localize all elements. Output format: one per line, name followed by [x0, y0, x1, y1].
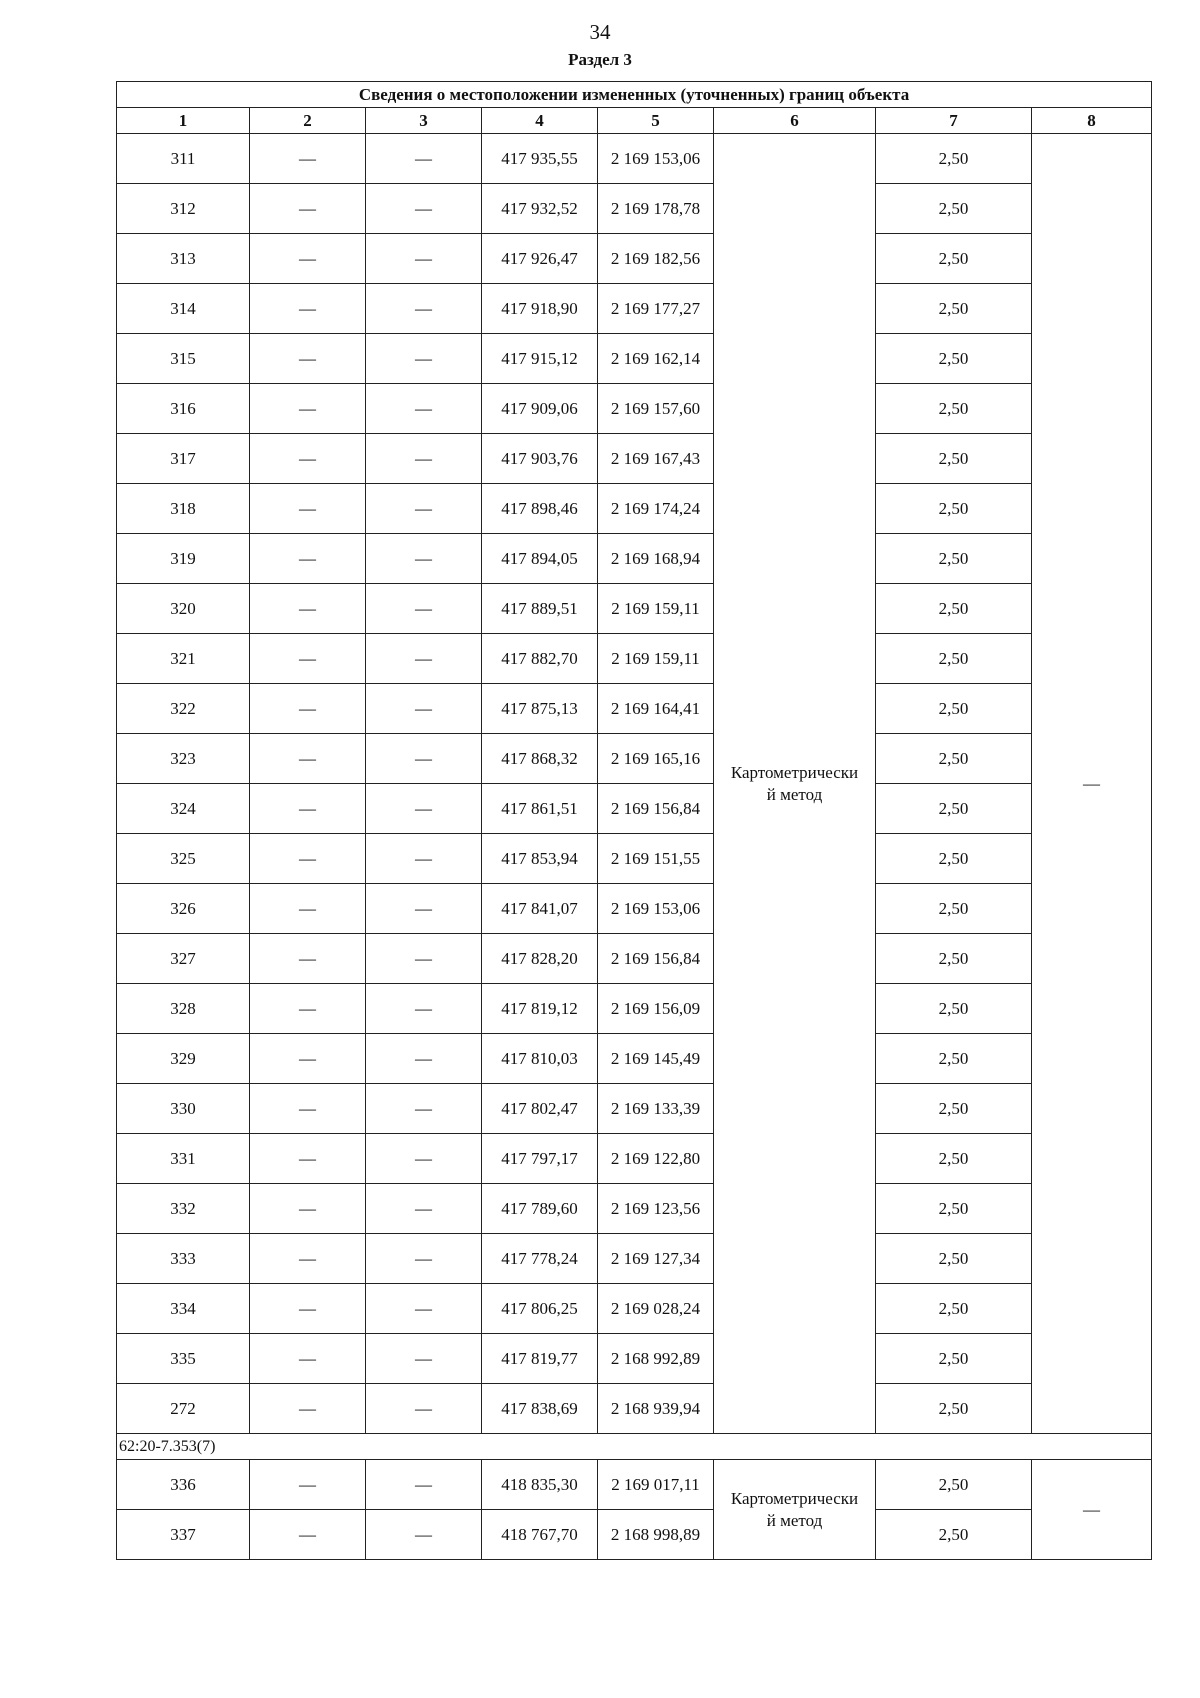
accuracy-cell: 2,50 [876, 334, 1032, 384]
x-coordinate-cell: 417 819,12 [482, 984, 598, 1034]
column-3-cell: — [366, 1384, 482, 1434]
table-row [117, 234, 1152, 284]
group-label: 62:20-7.353(7) [117, 1434, 1152, 1460]
point-number-cell: 311 [117, 134, 250, 184]
column-3-cell: — [366, 334, 482, 384]
column-3-cell: — [366, 884, 482, 934]
x-coordinate-cell: 417 810,03 [482, 1034, 598, 1084]
table-row [117, 434, 1152, 484]
column-number: 4 [482, 108, 598, 134]
table-row [117, 984, 1152, 1034]
table-caption: Сведения о местоположении измененных (уточненных) границ объекта [117, 82, 1152, 108]
column-2-cell: — [250, 584, 366, 634]
table-row [117, 534, 1152, 584]
table-row [117, 1034, 1152, 1084]
y-coordinate-cell: 2 169 168,94 [598, 534, 714, 584]
column-2-cell: — [250, 1334, 366, 1384]
column-2-cell: — [250, 334, 366, 384]
table-row [117, 884, 1152, 934]
column-number: 2 [250, 108, 366, 134]
table-row [117, 634, 1152, 684]
table-row [117, 184, 1152, 234]
x-coordinate-cell: 417 935,55 [482, 134, 598, 184]
x-coordinate-cell: 417 875,13 [482, 684, 598, 734]
y-coordinate-cell: 2 169 153,06 [598, 884, 714, 934]
point-number-cell: 318 [117, 484, 250, 534]
x-coordinate-cell: 417 819,77 [482, 1334, 598, 1384]
table-row [117, 484, 1152, 534]
table-row [117, 934, 1152, 984]
y-coordinate-cell: 2 169 156,09 [598, 984, 714, 1034]
point-number-cell: 322 [117, 684, 250, 734]
section-title: Раздел 3 [568, 50, 632, 69]
y-coordinate-cell: 2 169 157,60 [598, 384, 714, 434]
x-coordinate-cell: 417 926,47 [482, 234, 598, 284]
column-3-cell: — [366, 184, 482, 234]
x-coordinate-cell: 417 797,17 [482, 1134, 598, 1184]
point-number-cell: 330 [117, 1084, 250, 1134]
point-number-cell: 336 [117, 1460, 250, 1510]
x-coordinate-cell: 417 915,12 [482, 334, 598, 384]
column-3-cell: — [366, 684, 482, 734]
column-2-cell: — [250, 834, 366, 884]
table-row [117, 1460, 1152, 1510]
column-3-cell: — [366, 784, 482, 834]
point-number-cell: 321 [117, 634, 250, 684]
point-number-cell: 320 [117, 584, 250, 634]
column-2-cell: — [250, 484, 366, 534]
y-coordinate-cell: 2 169 017,11 [598, 1460, 714, 1510]
table-row [117, 334, 1152, 384]
column-3-cell: — [366, 584, 482, 634]
column-3-cell: — [366, 134, 482, 184]
column-2-cell: — [250, 1134, 366, 1184]
accuracy-cell: 2,50 [876, 434, 1032, 484]
column-number: 8 [1032, 108, 1152, 134]
point-number-cell: 335 [117, 1334, 250, 1384]
x-coordinate-cell: 417 909,06 [482, 384, 598, 434]
column-3-cell: — [366, 1460, 482, 1510]
accuracy-cell: 2,50 [876, 134, 1032, 184]
column-numbers-row [117, 108, 1152, 134]
y-coordinate-cell: 2 169 162,14 [598, 334, 714, 384]
method-text-line: й метод [766, 1510, 823, 1530]
column-3-cell: — [366, 1234, 482, 1284]
column-2-cell: — [250, 684, 366, 734]
point-number-cell: 314 [117, 284, 250, 334]
accuracy-cell: 2,50 [876, 584, 1032, 634]
column-2-cell: — [250, 934, 366, 984]
column-2-cell: — [250, 284, 366, 334]
x-coordinate-cell: 417 889,51 [482, 584, 598, 634]
accuracy-cell: 2,50 [876, 1084, 1032, 1134]
accuracy-cell: 2,50 [876, 1284, 1032, 1334]
column-3-cell: — [366, 1184, 482, 1234]
column-3-cell: — [366, 634, 482, 684]
column-2-cell: — [250, 884, 366, 934]
x-coordinate-cell: 417 868,32 [482, 734, 598, 784]
accuracy-cell: 2,50 [876, 684, 1032, 734]
column-number: 1 [117, 108, 250, 134]
column-3-cell: — [366, 534, 482, 584]
y-coordinate-cell: 2 169 028,24 [598, 1284, 714, 1334]
column-2-cell: — [250, 734, 366, 784]
column-3-cell: — [366, 734, 482, 784]
x-coordinate-cell: 417 789,60 [482, 1184, 598, 1234]
point-number-cell: 333 [117, 1234, 250, 1284]
point-number-cell: 332 [117, 1184, 250, 1234]
y-coordinate-cell: 2 169 159,11 [598, 584, 714, 634]
table-row [117, 1184, 1152, 1234]
column-2-cell: — [250, 1234, 366, 1284]
column-2-cell: — [250, 534, 366, 584]
y-coordinate-cell: 2 168 939,94 [598, 1384, 714, 1434]
accuracy-cell: 2,50 [876, 834, 1032, 884]
x-coordinate-cell: 417 932,52 [482, 184, 598, 234]
accuracy-cell: 2,50 [876, 984, 1032, 1034]
y-coordinate-cell: 2 169 122,80 [598, 1134, 714, 1184]
accuracy-cell: 2,50 [876, 284, 1032, 334]
column-2-cell: — [250, 1510, 366, 1560]
column-3-cell: — [366, 1034, 482, 1084]
y-coordinate-cell: 2 169 182,56 [598, 234, 714, 284]
column-2-cell: — [250, 1384, 366, 1434]
column-3-cell: — [366, 1334, 482, 1384]
table-row [117, 134, 1152, 184]
method-text-line: Картометрически [730, 1488, 859, 1508]
column-3-cell: — [366, 1084, 482, 1134]
table-row [117, 684, 1152, 734]
y-coordinate-cell: 2 169 164,41 [598, 684, 714, 734]
table-row [117, 1134, 1152, 1184]
y-coordinate-cell: 2 169 178,78 [598, 184, 714, 234]
x-coordinate-cell: 417 882,70 [482, 634, 598, 684]
boundary-coordinates-table [116, 81, 1152, 1560]
x-coordinate-cell: 417 841,07 [482, 884, 598, 934]
point-number-cell: 319 [117, 534, 250, 584]
column-number: 6 [714, 108, 876, 134]
column-2-cell: — [250, 184, 366, 234]
accuracy-cell: 2,50 [876, 1034, 1032, 1084]
column-2-cell: — [250, 1084, 366, 1134]
column-number: 3 [366, 108, 482, 134]
accuracy-cell: 2,50 [876, 184, 1032, 234]
table-row [117, 284, 1152, 334]
y-coordinate-cell: 2 169 159,11 [598, 634, 714, 684]
y-coordinate-cell: 2 169 165,16 [598, 734, 714, 784]
column-3-cell: — [366, 384, 482, 434]
x-coordinate-cell: 417 861,51 [482, 784, 598, 834]
y-coordinate-cell: 2 169 156,84 [598, 784, 714, 834]
column-8-cell: — [1032, 1460, 1152, 1560]
column-2-cell: — [250, 434, 366, 484]
table-row [117, 1084, 1152, 1134]
method-text-line: Картометрически [730, 762, 859, 782]
method-text-line: й метод [766, 784, 823, 804]
accuracy-cell: 2,50 [876, 534, 1032, 584]
x-coordinate-cell: 417 898,46 [482, 484, 598, 534]
accuracy-cell: 2,50 [876, 1134, 1032, 1184]
point-number-cell: 315 [117, 334, 250, 384]
accuracy-cell: 2,50 [876, 734, 1032, 784]
table-row [117, 734, 1152, 784]
column-2-cell: — [250, 1184, 366, 1234]
column-2-cell: — [250, 784, 366, 834]
point-number-cell: 326 [117, 884, 250, 934]
point-number-cell: 317 [117, 434, 250, 484]
y-coordinate-cell: 2 169 123,56 [598, 1184, 714, 1234]
y-coordinate-cell: 2 169 177,27 [598, 284, 714, 334]
column-2-cell: — [250, 634, 366, 684]
accuracy-cell: 2,50 [876, 1334, 1032, 1384]
y-coordinate-cell: 2 169 156,84 [598, 934, 714, 984]
table-row [117, 1384, 1152, 1434]
y-coordinate-cell: 2 168 998,89 [598, 1510, 714, 1560]
y-coordinate-cell: 2 169 127,34 [598, 1234, 714, 1284]
column-3-cell: — [366, 1284, 482, 1334]
column-3-cell: — [366, 434, 482, 484]
point-number-cell: 328 [117, 984, 250, 1034]
point-number-cell: 272 [117, 1384, 250, 1434]
accuracy-cell: 2,50 [876, 934, 1032, 984]
accuracy-cell: 2,50 [876, 234, 1032, 284]
y-coordinate-cell: 2 169 145,49 [598, 1034, 714, 1084]
y-coordinate-cell: 2 169 153,06 [598, 134, 714, 184]
point-number-cell: 331 [117, 1134, 250, 1184]
point-number-cell: 324 [117, 784, 250, 834]
x-coordinate-cell: 418 835,30 [482, 1460, 598, 1510]
column-3-cell: — [366, 284, 482, 334]
column-3-cell: — [366, 484, 482, 534]
point-number-cell: 337 [117, 1510, 250, 1560]
point-number-cell: 329 [117, 1034, 250, 1084]
y-coordinate-cell: 2 169 167,43 [598, 434, 714, 484]
x-coordinate-cell: 417 838,69 [482, 1384, 598, 1434]
point-number-cell: 316 [117, 384, 250, 434]
x-coordinate-cell: 417 778,24 [482, 1234, 598, 1284]
point-number-cell: 327 [117, 934, 250, 984]
x-coordinate-cell: 417 828,20 [482, 934, 598, 984]
column-number: 5 [598, 108, 714, 134]
column-number: 7 [876, 108, 1032, 134]
method-cell [714, 134, 876, 1434]
y-coordinate-cell: 2 168 992,89 [598, 1334, 714, 1384]
table-caption-row [117, 82, 1152, 108]
accuracy-cell: 2,50 [876, 1384, 1032, 1434]
accuracy-cell: 2,50 [876, 484, 1032, 534]
accuracy-cell: 2,50 [876, 384, 1032, 434]
table-row [117, 1334, 1152, 1384]
accuracy-cell: 2,50 [876, 1234, 1032, 1284]
x-coordinate-cell: 417 806,25 [482, 1284, 598, 1334]
point-number-cell: 312 [117, 184, 250, 234]
table-row [117, 1284, 1152, 1334]
column-2-cell: — [250, 384, 366, 434]
column-3-cell: — [366, 934, 482, 984]
x-coordinate-cell: 417 853,94 [482, 834, 598, 884]
group-label-row [117, 1434, 1152, 1460]
table-row [117, 584, 1152, 634]
column-2-cell: — [250, 984, 366, 1034]
column-3-cell: — [366, 1134, 482, 1184]
point-number-cell: 325 [117, 834, 250, 884]
x-coordinate-cell: 417 918,90 [482, 284, 598, 334]
accuracy-cell: 2,50 [876, 784, 1032, 834]
column-3-cell: — [366, 984, 482, 1034]
y-coordinate-cell: 2 169 174,24 [598, 484, 714, 534]
accuracy-cell: 2,50 [876, 634, 1032, 684]
x-coordinate-cell: 417 894,05 [482, 534, 598, 584]
column-2-cell: — [250, 1460, 366, 1510]
column-2-cell: — [250, 1034, 366, 1084]
accuracy-cell: 2,50 [876, 1460, 1032, 1510]
table-row [117, 384, 1152, 434]
accuracy-cell: 2,50 [876, 884, 1032, 934]
method-cell [714, 1460, 876, 1560]
column-2-cell: — [250, 1284, 366, 1334]
accuracy-cell: 2,50 [876, 1184, 1032, 1234]
point-number-cell: 334 [117, 1284, 250, 1334]
table-row [117, 784, 1152, 834]
point-number-cell: 313 [117, 234, 250, 284]
column-2-cell: — [250, 134, 366, 184]
x-coordinate-cell: 417 802,47 [482, 1084, 598, 1134]
column-3-cell: — [366, 834, 482, 884]
column-3-cell: — [366, 234, 482, 284]
point-number-cell: 323 [117, 734, 250, 784]
x-coordinate-cell: 417 903,76 [482, 434, 598, 484]
column-8-cell: — [1032, 134, 1152, 1434]
table-row [117, 1234, 1152, 1284]
y-coordinate-cell: 2 169 151,55 [598, 834, 714, 884]
x-coordinate-cell: 418 767,70 [482, 1510, 598, 1560]
y-coordinate-cell: 2 169 133,39 [598, 1084, 714, 1134]
table-row [117, 834, 1152, 884]
accuracy-cell: 2,50 [876, 1510, 1032, 1560]
column-2-cell: — [250, 234, 366, 284]
column-3-cell: — [366, 1510, 482, 1560]
table-row [117, 1510, 1152, 1560]
page-number: 34 [589, 20, 611, 44]
